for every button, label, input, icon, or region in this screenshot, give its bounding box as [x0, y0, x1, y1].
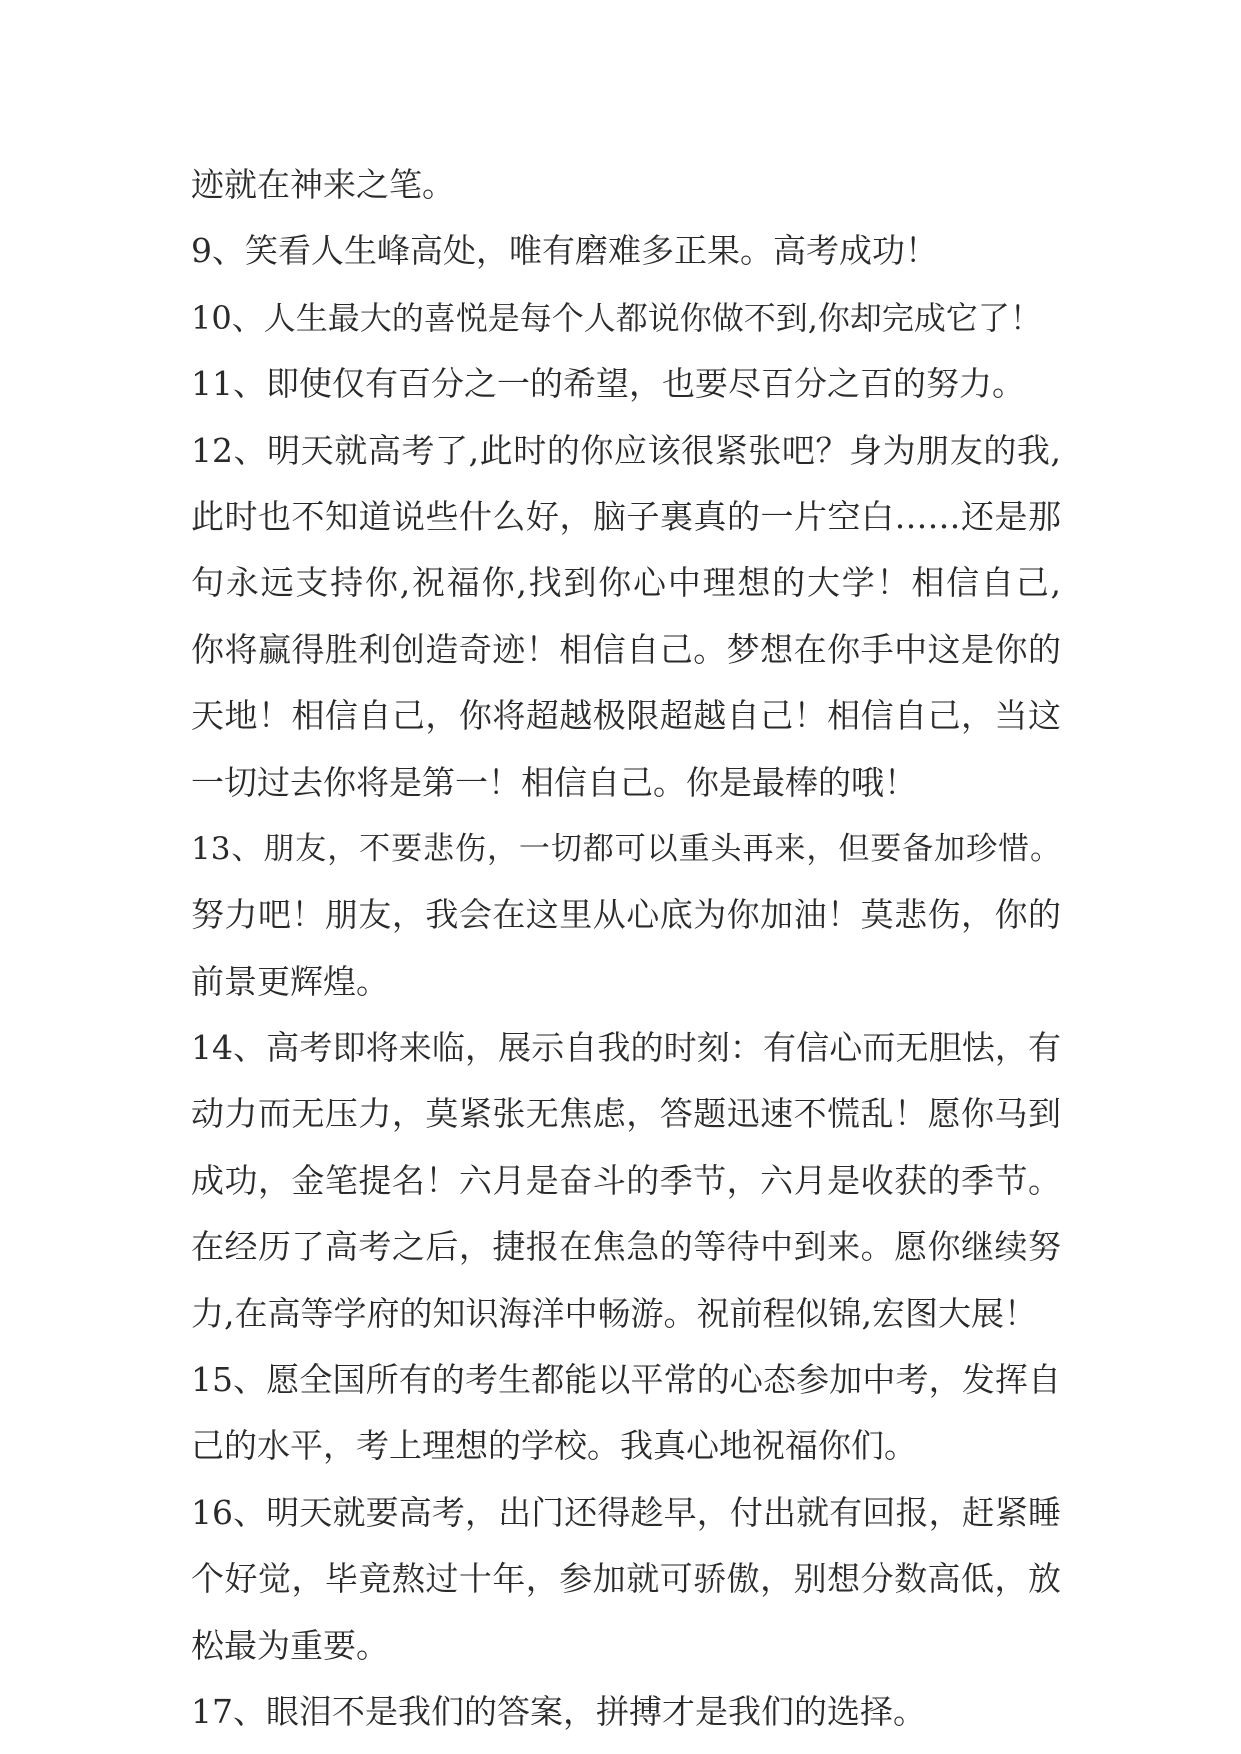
text-line: 16、明天就要高考，出门还得趁早，付出就有回报，赶紧睡 — [191, 1492, 1061, 1532]
text-line: 10、人生最大的喜悦是每个人都说你做不到,你却完成它了！ — [191, 298, 1042, 337]
text-line: 14、高考即将来临，展示自我的时刻：有信心而无胆怯，有 — [191, 1028, 1061, 1068]
text-line: 力,在高等学府的知识海洋中畅游。祝前程似锦,宏图大展！ — [191, 1293, 1037, 1333]
text-line: 天地！相信自己，你将超越极限超越自己！相信自己，当这 — [191, 696, 1061, 736]
document-body — [191, 152, 1061, 1745]
text-line: 一切过去你将是第一！相信自己。你是最棒的哦！ — [191, 762, 917, 802]
text-line: 成功，金笔提名！六月是奋斗的季节，六月是收获的季节。 — [191, 1160, 1061, 1200]
text-line: 动力而无压力，莫紧张无焦虑，答题迅速不慌乱！愿你马到 — [191, 1094, 1061, 1134]
text-line: 17、眼泪不是我们的答案，拼搏才是我们的选择。 — [191, 1691, 926, 1731]
text-line: 松最为重要。 — [191, 1625, 389, 1665]
text-line: 此时也不知道说些什么好，脑子裏真的一片空白……还是那 — [191, 496, 1061, 536]
text-line: 个好觉，毕竟熬过十年，参加就可骄傲，别想分数高低，放 — [191, 1559, 1061, 1599]
text-line: 句永远支持你,祝福你,找到你心中理想的大学！相信自己, — [191, 563, 1061, 603]
text-line: 前景更辉煌。 — [191, 961, 389, 1001]
text-line: 你将赢得胜利创造奇迹！相信自己。梦想在你手中这是你的 — [191, 629, 1061, 669]
text-line: 在经历了高考之后，捷报在焦急的等待中到来。愿你继续努 — [191, 1227, 1061, 1267]
text-line: 15、愿全国所有的考生都能以平常的心态参加中考，发挥自 — [191, 1360, 1061, 1400]
text-line: 迹就在神来之笔。 — [191, 165, 455, 204]
text-line: 11、即使仅有百分之一的希望，也要尽百分之百的努力。 — [191, 364, 1025, 404]
text-line: 13、朋友，不要悲伤，一切都可以重头再来，但要备加珍惜。 — [191, 830, 1061, 867]
text-line: 12、明天就高考了,此时的你应该很紧张吧？身为朋友的我, — [191, 430, 1061, 470]
text-line: 9、笑看人生峰高处，唯有磨难多正果。高考成功！ — [191, 231, 938, 271]
text-line: 努力吧！朋友，我会在这里从心底为你加油！莫悲伤，你的 — [191, 895, 1061, 935]
text-line: 己的水平，考上理想的学校。我真心地祝福你们。 — [191, 1426, 917, 1466]
